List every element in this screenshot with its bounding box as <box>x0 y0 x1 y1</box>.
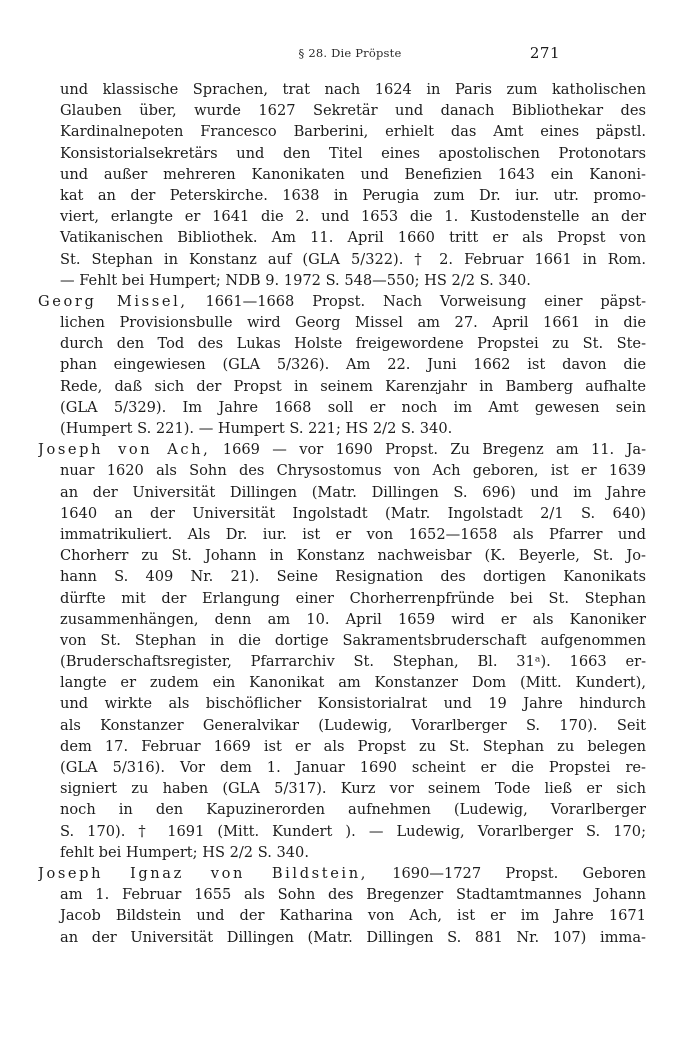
line-text: lichen Provisionsbulle wird Georg Missel am 27. April 1661 in die <box>60 314 646 332</box>
text-line <box>38 884 646 905</box>
text-line <box>38 100 646 121</box>
text-line <box>38 121 646 142</box>
text-line <box>38 927 646 948</box>
line-text: von St. Stephan in die dortige Sakramentsbruderschaft aufgenommen <box>60 631 646 649</box>
line-text: und klassische Sprachen, trat nach 1624 in Paris zum katholischen <box>60 81 646 98</box>
line-text: — Fehlt bei Humpert; NDB 9. 1972 S. 548—550; HS 2/2 S. 340. <box>60 271 531 289</box>
line-text: 1661—1668 Propst. Nach Vorweisung einer päpst- <box>187 292 646 310</box>
line-text: (Bruderschaftsregister, Pfarrarchiv St. Stephan, Bl. 31ᵃ). 1663 er- <box>60 653 646 671</box>
line-text: als Konstanzer Generalvikar (Ludewig, Vorarlberger S. 170). Seit <box>60 716 646 734</box>
line-text: Glauben über, wurde 1627 Sekretär und danach Bibliothekar des <box>60 102 646 120</box>
text-line <box>38 630 646 651</box>
line-text: am 1. Februar 1655 als Sohn des Bregenzer Stadtamtmannes Johann <box>60 886 646 904</box>
line-text: dürfte mit der Erlangung einer Chorherrenpfründe bei St. Stephan <box>60 589 646 607</box>
text-line <box>38 651 646 672</box>
text-line <box>38 693 646 714</box>
text-line <box>38 778 646 799</box>
text-line <box>38 672 646 693</box>
line-text: und außer mehreren Kanonikaten und Benefizien 1643 ein Kanoni- <box>60 165 646 183</box>
text-line <box>38 333 646 354</box>
text-line <box>38 715 646 736</box>
text-line <box>38 482 646 503</box>
line-text: Jacob Bildstein und der Katharina von Ach, ist er im Jahre 1671 <box>60 907 646 925</box>
line-text: fehlt bei Humpert; HS 2/2 S. 340. <box>60 843 309 861</box>
line-text: kat an der Peterskirche. 1638 in Perugia zum Dr. iur. utr. promo- <box>60 186 646 204</box>
entry-heading-line <box>38 291 646 312</box>
line-text: (GLA 5/329). Im Jahre 1668 soll er noch im Amt gewesen sein <box>60 398 646 416</box>
line-text: Kardinalnepoten Francesco Barberini, erhielt das Amt eines päpstl. <box>60 123 646 141</box>
text-line <box>38 206 646 227</box>
line-text: Vatikanischen Bibliothek. Am 11. April 1660 tritt er als Propst von <box>60 229 646 247</box>
text-line <box>38 799 646 820</box>
text-line <box>38 227 646 248</box>
page-header <box>0 44 700 64</box>
line-text: nuar 1620 als Sohn des Chrysostomus von Ach geboren, ist er 1639 <box>60 462 646 480</box>
text-line <box>38 249 646 270</box>
line-text: 1690—1727 Propst. Geboren <box>367 864 646 882</box>
line-text: Konsistorialsekretärs und den Titel eines apostolischen Protonotars <box>60 144 646 162</box>
line-text: phan eingewiesen (GLA 5/326). Am 22. Juni 1662 ist davon die <box>60 356 646 374</box>
text-line <box>38 354 646 375</box>
body-text <box>38 79 646 948</box>
text-line <box>38 757 646 778</box>
line-text: S. 170). † 1691 (Mitt. Kundert ). — Ludewig, Vorarlberger S. 170; <box>60 822 646 840</box>
entry-heading-line <box>38 439 646 460</box>
entry-heading-line <box>38 863 646 884</box>
text-line <box>38 312 646 333</box>
text-line <box>38 185 646 206</box>
line-text: immatrikuliert. Als Dr. iur. ist er von 1652—1658 als Pfarrer und <box>60 525 646 543</box>
line-text: St. Stephan in Konstanz auf (GLA 5/322). † 2. Februar 1661 in Rom. <box>60 250 646 268</box>
text-line <box>38 842 646 863</box>
line-text: (Humpert S. 221). — Humpert S. 221; HS 2/2 S. 340. <box>60 420 453 437</box>
text-line <box>38 397 646 418</box>
line-text: Rede, daß sich der Propst in seinem Karenzjahr in Bamberg aufhalte <box>60 377 646 395</box>
line-text: an der Universität Dillingen (Matr. Dillingen S. 696) und im Jahre <box>60 483 646 501</box>
line-text: noch in den Kapuzinerorden aufnehmen (Ludewig, Vorarlberger <box>60 801 646 819</box>
text-line <box>38 821 646 842</box>
text-line <box>38 524 646 545</box>
person-name: Joseph von Ach, <box>38 441 211 459</box>
line-text: und wirkte als bischöflicher Konsistorialrat und 19 Jahre hindurch <box>60 695 646 713</box>
text-line <box>38 609 646 630</box>
page-number: 271 <box>529 44 560 62</box>
text-line <box>38 418 646 439</box>
line-text: (GLA 5/316). Vor dem 1. Januar 1690 scheint er die Propstei re- <box>60 759 646 776</box>
text-line <box>38 566 646 587</box>
person-name: Georg Missel, <box>38 292 188 310</box>
line-text: signiert zu haben (GLA 5/317). Kurz vor seinem Tode ließ er sich <box>60 780 646 798</box>
line-text: Chorherr zu St. Johann in Konstanz nachweisbar (K. Beyerle, St. Jo- <box>60 547 646 565</box>
line-text: viert, erlangte er 1641 die 2. und 1653 die 1. Kustodenstelle an der <box>60 208 646 226</box>
text-line <box>38 270 646 291</box>
line-text: langte er zudem ein Kanonikat am Konstanzer Dom (Mitt. Kundert), <box>60 674 646 692</box>
running-title: § 28. Die Pröpste <box>298 46 402 60</box>
text-line <box>38 503 646 524</box>
line-text: dem 17. Februar 1669 ist er als Propst zu St. Stephan zu belegen <box>60 737 646 755</box>
person-name: Joseph Ignaz von Bildstein, <box>38 864 368 882</box>
text-line <box>38 736 646 757</box>
text-line <box>38 588 646 609</box>
text-line <box>38 545 646 566</box>
text-line <box>38 376 646 397</box>
line-text: zusammenhängen, denn am 10. April 1659 wird er als Kanoniker <box>60 610 646 628</box>
text-line <box>38 460 646 481</box>
line-text: hann S. 409 Nr. 21). Seine Resignation des dortigen Kanonikats <box>60 568 646 586</box>
line-text: an der Universität Dillingen (Matr. Dillingen S. 881 Nr. 107) imma- <box>60 928 646 946</box>
line-text: 1669 — vor 1690 Propst. Zu Bregenz am 11. Ja- <box>210 441 646 459</box>
line-text: durch den Tod des Lukas Holste freigewordene Propstei zu St. Ste- <box>60 335 646 353</box>
text-line <box>38 905 646 926</box>
line-text: 1640 an der Universität Ingolstadt (Matr. Ingolstadt 2/1 S. 640) <box>60 504 646 522</box>
text-line <box>38 79 646 100</box>
text-line <box>38 164 646 185</box>
text-line <box>38 143 646 164</box>
